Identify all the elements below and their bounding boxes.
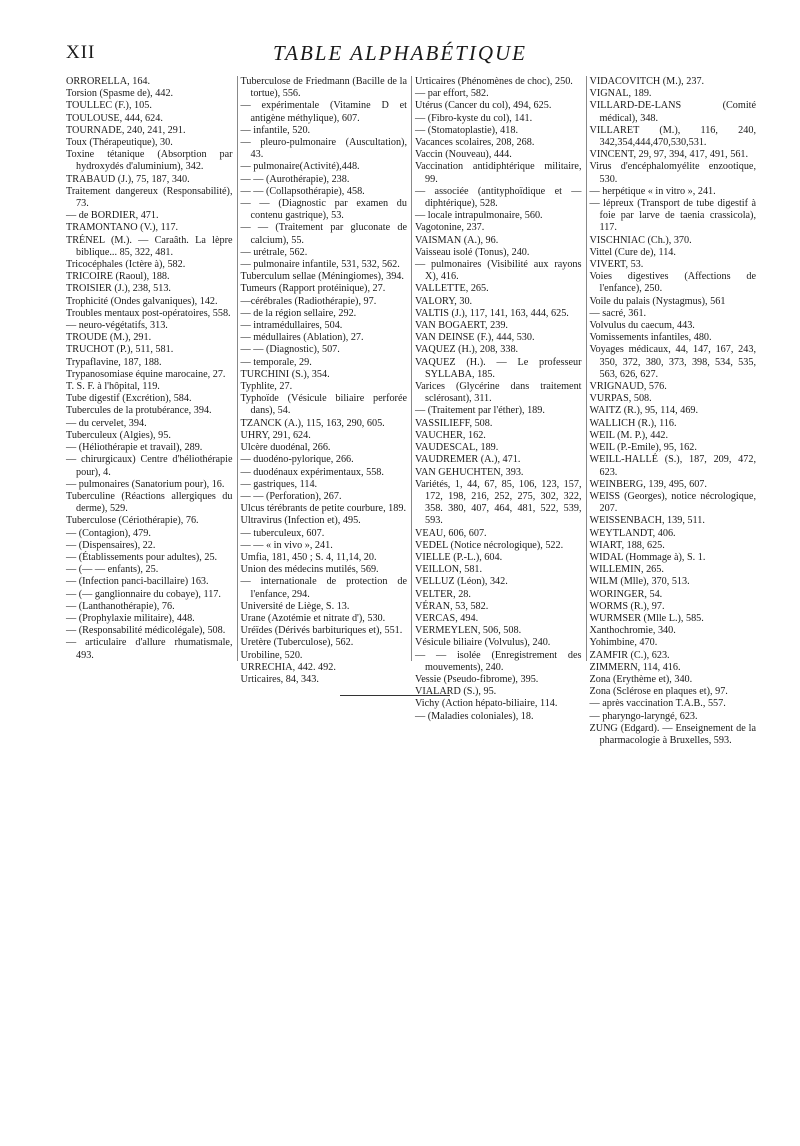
index-entry: Urane (Azotémie et nitrate d'), 530. [240,612,386,624]
index-entry: WORMS (R.), 97. [589,600,665,612]
index-entry: T. S. F. à l'hôpital, 119. [66,381,160,393]
index-entry: Zona (Sclérose en plaques et), 97. [589,686,728,698]
index-entry: Vacances scolaires, 208, 268. [415,137,535,149]
index-entry: VAN GEHUCHTEN, 393. [415,466,524,478]
index-entry: VISCHNIAC (Ch.), 370. [589,234,692,246]
index-entry: — (Prophylaxie militaire), 448. [66,612,195,624]
index-column-1 [66,76,233,661]
index-entry: — (Établissements pour adultes), 25. [66,551,218,563]
index-entry: VIALARD (S.), 95. [415,686,497,698]
index-entry: TRABAUD (J.), 75, 187, 340. [66,173,190,185]
index-entry: Union des médecins mutilés, 569. [240,564,379,576]
end-rule [340,695,450,696]
index-entry: — pharyngo-laryngé, 623. [589,710,698,722]
index-entry: VIVERT, 53. [589,259,644,271]
index-entry: Tubercules de la protubérance, 394. [66,405,212,417]
index-entry: TOURNADE, 240, 241, 291. [66,124,186,136]
index-entry: — associée (antityphoïdique et — diphtérique), 528. [415,185,582,210]
index-entry: Tuberculine (Réactions allergiques du derme), 529. [66,490,233,515]
index-entry: WEINBERG, 139, 495, 607. [589,478,707,490]
index-entry: — — isolée (Enregistrement des mouvements), 240. [415,649,582,673]
index-entry: — — (Collapsothérapie), 458. [240,185,365,197]
index-entry: ZIMMERN, 114, 416. [589,661,681,673]
index-entry: — (— — enfants), 25. [66,564,159,576]
index-entry: Tuberculose de Friedmann (Bacille de la tortue), 556. [240,76,407,100]
index-entry: Troubles mentaux post-opératoires, 558. [66,307,231,319]
index-entry: ZUNG (Edgard). — Enseignement de la pharmacologie à Bruxelles, 593. [589,722,756,746]
index-entry: Voile du palais (Nystagmus), 561 [589,295,726,307]
index-entry: Université de Liège, S. 13. [240,600,350,612]
index-entry: — (Héliothérapie et travail), 289. [66,442,203,454]
index-entry: — (Responsabilité médicolégale), 508. [66,625,226,637]
index-entry: — locale intrapulmonaire, 560. [415,210,543,222]
index-entry: Tuberculose (Cériothérapie), 76. [66,515,199,527]
index-entry: Traitement dangereux (Responsabilité), 73. [66,185,233,210]
index-entry: VIGNAL, 189. [589,88,652,100]
index-entry: VAN BOGAERT, 239. [415,320,508,332]
index-entry: — (Lanthanothérapie), 76. [66,600,175,612]
index-entry: — infantile, 520. [240,124,311,136]
index-entry: VAUDESCAL, 189. [415,442,499,454]
index-entry: Volvulus du caecum, 443. [589,320,695,332]
index-entry: Tricocéphales (Ictère à), 582. [66,259,186,271]
index-entry: TZANCK (A.), 115, 163, 290, 605. [240,417,385,429]
index-entry: — duodéno-pylorique, 266. [240,454,354,466]
index-entry: TRICOIRE (Raoul), 188. [66,271,170,283]
index-entry: Ulcère duodénal, 266. [240,442,331,454]
index-entry: WEILL-HALLÉ (S.), 187, 209, 472, 623. [589,454,756,478]
index-entry: — neuro-végétatifs, 313. [66,320,168,332]
index-entry: — (Fibro-kyste du col), 141. [415,112,533,124]
index-entry: VELTER, 28. [415,588,471,600]
index-entry: Vomissements infantiles, 480. [589,332,712,344]
index-entry: Voies digestives (Affections de l'enfance), 250. [589,271,756,295]
index-entry: WIDAL (Hommage à), S. 1. [589,551,706,563]
index-entry: VURPAS, 508. [589,393,652,405]
index-entry: Torsion (Spasme de), 442. [66,88,174,100]
index-entry: WEIL (P.-Emile), 95, 162. [589,442,697,454]
index-entry: WEISSENBACH, 139, 511. [589,515,705,527]
index-entry: — — (Aurothérapie), 238. [240,173,350,185]
index-entry: — médullaires (Ablation), 27. [240,332,364,344]
index-entry: Zona (Erythème et), 340. [589,673,693,685]
index-entry: Trypanosomiase équine marocaine, 27. [66,368,226,380]
index-entry: — duodénaux expérimentaux, 558. [240,466,384,478]
index-entry: Tuberculeux (Algies), 95. [66,429,171,441]
index-entry: — (Infection panci-bacillaire) 163. [66,576,209,588]
index-entry: ZAMFIR (C.), 623. [589,649,670,661]
index-entry: Vaisseau isolé (Tonus), 240. [415,246,530,258]
index-entry: — — « in vivo », 241. [240,539,333,551]
index-entry: VEDEL (Notice nécrologique), 522. [415,539,564,551]
index-entry: Uréïdes (Dérivés barbituriques et), 551. [240,625,403,637]
index-entry: WORINGER, 54. [589,588,663,600]
index-entry: Vittel (Cure de), 114. [589,246,676,258]
index-entry: — expérimentale (Vitamine D et antigène méthylique), 607. [240,100,407,124]
index-entry: VAISMAN (A.), 96. [415,234,499,246]
index-entry: — — (Diagnostic), 507. [240,344,340,356]
index-entry: — (Traitement par l'éther), 189. [415,405,545,417]
index-entry: Vessie (Pseudo-fibrome), 395. [415,673,539,685]
index-entry: — pulmonaires (Sanatorium pour), 16. [66,478,225,490]
index-entry: VÉRAN, 53, 582. [415,600,489,612]
index-entry: Xanthochromie, 340. [589,625,676,637]
index-entry: — par effort, 582. [415,88,489,100]
index-entry: — tuberculeux, 607. [240,527,325,539]
index-entry: TROUDE (M.), 291. [66,332,152,344]
index-entry: VALLETTE, 265. [415,283,489,295]
index-entry: Voyages médicaux, 44, 147, 167, 243, 350, 372, 380, 373, 398, 534, 535, 563, 626, 627. [589,344,756,380]
index-entry: — lépreux (Transport de tube digestif à foie par larve de taenia crassicola), 117. [589,198,756,234]
index-entry: VASSILIEFF, 508. [415,417,493,429]
index-entry: Tube digestif (Excrétion), 584. [66,393,192,405]
index-entry: Trypaflavine, 187, 188. [66,356,162,368]
index-entry: WEIL (M. P.), 442. [589,429,669,441]
index-entry: VAQUEZ (H.). — Le professeur SYLLABA, 185. [415,356,582,380]
index-entry: WEISS (Georges), notice nécrologique, 207. [589,490,756,515]
running-title: TABLE ALPHABÉTIQUE [273,41,527,65]
index-entry: Ultravirus (Infection et), 495. [240,515,361,527]
index-entry: Vésicule biliaire (Volvulus), 240. [415,637,551,649]
index-entry: VERMEYLEN, 506, 508. [415,625,522,637]
index-entry: TOULLEC (F.), 105. [66,100,152,112]
index-column-3 [411,76,582,722]
index-entry: VRIGNAUD, 576. [589,381,667,393]
index-entry: — de BORDIER, 471. [66,210,159,222]
index-column-4 [586,76,757,746]
index-entry: WILM (Mlle), 370, 513. [589,576,690,588]
index-entry: VERCAS, 494. [415,612,479,624]
index-entry: VAUCHER, 162. [415,429,486,441]
index-entry: VIELLE (P.-L.), 604. [415,551,503,563]
index-entry: Vaccin (Nouveau), 444. [415,149,512,161]
index-entry: — pleuro-pulmonaire (Auscultation), 43. [240,137,407,161]
index-entry: Umfia, 181, 450 ; S. 4, 11,14, 20. [240,551,377,563]
index-entry: — herpétique « in vitro », 241. [589,185,716,197]
index-entry: VAUDREMER (A.), 471. [415,454,521,466]
index-entry: — de la région sellaire, 292. [240,307,357,319]
index-entry: — (Dispensaires), 22. [66,539,156,551]
index-entry: — internationale de protection de l'enfance, 294. [240,576,407,600]
index-entry: WEYTLANDT, 406. [589,527,676,539]
index-entry: VEILLON, 581. [415,564,483,576]
index-entry: — sacré, 361. [589,307,647,319]
index-entry: — (Maladies coloniales), 18. [415,710,534,722]
index-entry: Toxine tétanique (Absorption par hydroxydés d'aluminium), 342. [66,149,233,173]
index-entry: Virus d'encéphalomyélite enzootique, 530. [589,161,756,185]
index-entry: WALLICH (R.), 116. [589,417,677,429]
index-entry: TRAMONTANO (V.), 117. [66,222,179,234]
index-column-2 [237,76,408,685]
index-entry: WILLEMIN, 265. [589,564,664,576]
index-entry: VAQUEZ (H.), 208, 338. [415,344,519,356]
index-entry: Trophicité (Ondes galvaniques), 142. [66,295,218,307]
index-entry: Vagotonine, 237. [415,222,485,234]
index-entry: Tumeurs (Rapport protéinique), 27. [240,283,386,295]
index-entry: — chirurgicaux) Centre d'héliothérapie pour), 4. [66,454,233,478]
index-entry: Uretère (Tuberculose), 562. [240,637,354,649]
index-entry: WIART, 188, 625. [589,539,665,551]
index-entry: VIDACOVITCH (M.), 237. [589,76,705,87]
index-entry: Yohimbine, 470. [589,637,658,649]
index-entry: TROISIER (J.), 238, 513. [66,283,171,295]
index-entry: Varices (Glycérine dans traitement sclérosant), 311. [415,381,582,405]
index-entry: TURCHINI (S.), 354. [240,368,330,380]
index-entry: WAITZ (R.), 95, 114, 469. [589,405,699,417]
index-entry: — du cervelet, 394. [66,417,147,429]
index-entry: — articulaire d'allure rhumatismale, 493. [66,637,233,661]
index-entry: TRÉNEL (M.). — Caraâth. La lèpre biblique... 85, 322, 481. [66,234,233,258]
index-entry: — pulmonaires (Visibilité aux rayons X), 416. [415,259,582,283]
index-entry: — (— ganglionnaire du cobaye), 117. [66,588,221,600]
index-entry: ORRORELLA, 164. [66,76,151,87]
index-entry: Urobiline, 520. [240,649,303,661]
index-entry: UHRY, 291, 624. [240,429,311,441]
index-entry: — gastriques, 114. [240,478,318,490]
index-entry: — (Contagion), 479. [66,527,151,539]
index-entry: URRECHIA, 442. 492. [240,661,336,673]
index-entry: — — (Diagnostic par examen du contenu gastrique), 53. [240,198,407,222]
index-entry: — — (Perforation), 267. [240,490,342,502]
index-entry: Toux (Thérapeutique), 30. [66,137,173,149]
index-entry: VALTIS (J.), 117, 141, 163, 444, 625. [415,307,569,319]
page-number: XII [66,42,96,63]
index-entry: — — (Traitement par gluconate de calcium), 55. [240,222,407,246]
index-entry: VINCENT, 29, 97, 394, 417, 491, 561. [589,149,749,161]
index-entry: Utérus (Cancer du col), 494, 625. [415,100,552,112]
index-entry: — temporale, 29. [240,356,312,368]
index-entry: Vichy (Action hépato-biliaire, 114. [415,698,558,710]
index-entry: Vaccination antidiphtérique militaire, 99. [415,161,582,185]
index-entry: WURMSER (Mlle L.), 585. [589,612,704,624]
index-entry: Typhoïde (Vésicule biliaire perforée dans), 54. [240,393,407,417]
index-entry: VELLUZ (Léon), 342. [415,576,508,588]
index-entry: VAN DEINSE (F.), 444, 530. [415,332,535,344]
index-entry: TOULOUSE, 444, 624. [66,112,163,124]
index-entry: — intramédullaires, 504. [240,320,343,332]
index-entry: VILLARET (M.), 116, 240, 342,354,444,470,530,531. [589,124,756,149]
index-entry: — après vaccination T.A.B., 557. [589,698,726,710]
index-entry: VILLARD-DE-LANS (Comité médical), 348. [589,100,756,124]
index-entry: VALORY, 30. [415,295,473,307]
index-entry: — pulmonaire(Activité),448. [240,161,360,173]
index-entry: VEAU, 606, 607. [415,527,487,539]
index-entry: Ulcus térébrants de petite courbure, 189. [240,503,406,515]
index-entry: Typhlite, 27. [240,381,293,393]
index-entry: TRUCHOT (P.), 511, 581. [66,344,174,356]
index-entry: Variétés, 1, 44, 67, 85, 106, 123, 157, 172, 198, 216, 252, 275, 302, 322, 358. 380, 407, 464, 481, 522, 539, 593. [415,478,582,527]
index-entry: Tuberculum sellae (Méningiomes), 394. [240,271,404,283]
index-entry: Urticaires (Phénomènes de choc), 250. [415,76,573,87]
index-entry: — pulmonaire infantile, 531, 532, 562. [240,259,400,271]
index-entry: — (Stomatoplastie), 418. [415,124,518,136]
index-columns [66,76,756,746]
index-entry: Urticaires, 84, 343. [240,673,319,685]
index-entry: — urétrale, 562. [240,246,308,258]
index-entry: —cérébrales (Radiothérapie), 97. [240,295,377,307]
